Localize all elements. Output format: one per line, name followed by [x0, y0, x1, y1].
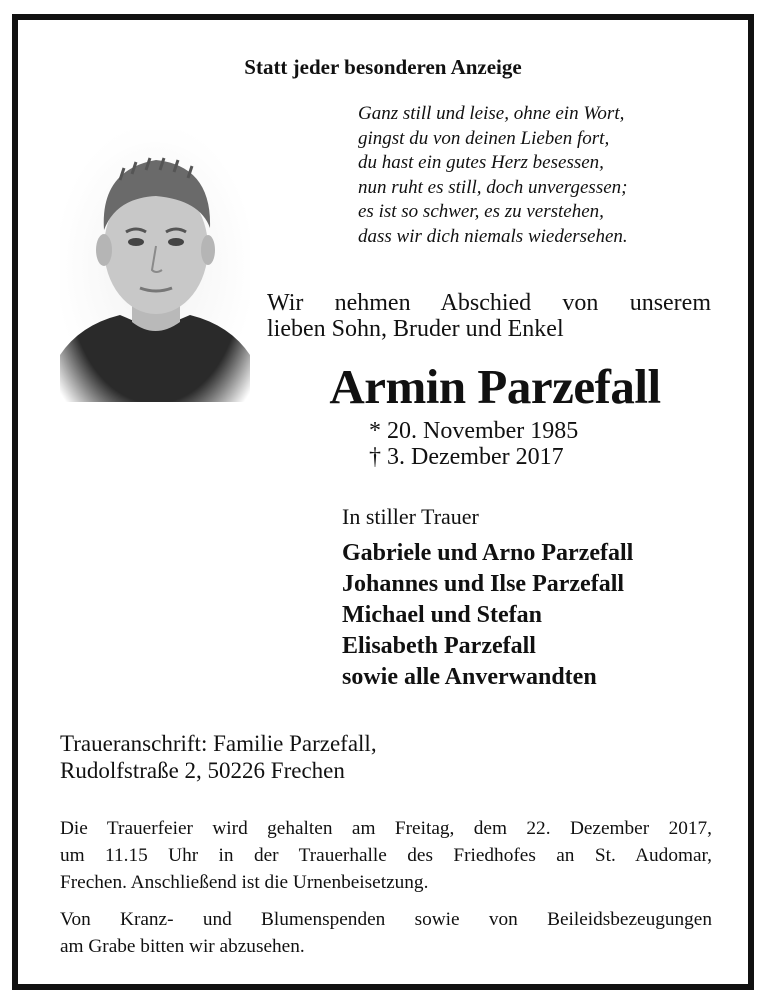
poem-line: du hast ein gutes Herz besessen, — [358, 152, 604, 173]
poem-line: Ganz still und leise, ohne ein Wort, — [358, 103, 625, 124]
address-line: Rudolfstraße 2, 50226 Frechen — [60, 758, 345, 783]
death-date: † 3. Dezember 2017 — [369, 444, 564, 470]
deceased-name: Armin Parzefall — [329, 359, 661, 414]
family-member: Gabriele und Arno Parzefall — [342, 540, 634, 566]
funeral-info — [60, 815, 712, 896]
poem-line: es ist so schwer, es zu verstehen, — [358, 201, 604, 222]
address-line: Traueranschrift: Familie Parzefall, — [60, 731, 377, 756]
life-dates — [369, 418, 578, 470]
mourning-label: In stiller Trauer — [342, 504, 479, 529]
notice-heading: Statt jeder besonderen Anzeige — [244, 55, 522, 79]
intro-line: Wir nehmen Abschied von unserem — [267, 290, 711, 316]
poem-line: dass wir dich niemals wiedersehen. — [358, 225, 628, 247]
poem-line: nun ruht es still, doch unvergessen; — [358, 176, 628, 198]
flowers-line: Von Kranz- und Blumenspenden sowie von Beileidsbezeugungen — [60, 909, 712, 930]
poem-line: gingst du von deinen Lieben fort, — [358, 127, 610, 149]
family-member: Johannes und Ilse Parzefall — [342, 571, 625, 597]
family-member: Elisabeth Parzefall — [342, 633, 536, 659]
flowers-line: am Grabe bitten wir abzusehen. — [60, 936, 305, 957]
funeral-line: um 11.15 Uhr in der Trauerhalle des Friedhofes an St. Audomar, — [60, 845, 712, 866]
funeral-line: Frechen. Anschließend ist die Urnenbeisetzung. — [60, 872, 429, 893]
intro-line: lieben Sohn, Bruder und Enkel — [267, 316, 564, 342]
funeral-line: Die Trauerfeier wird gehalten am Freitag, dem 22. Dezember 2017, — [60, 818, 712, 839]
family-member: sowie alle Anverwandten — [342, 664, 597, 690]
intro-text — [267, 290, 711, 342]
flowers-note — [60, 906, 712, 960]
poem — [358, 102, 628, 249]
family-list — [342, 538, 633, 693]
birth-date: * 20. November 1985 — [369, 418, 579, 444]
portrait-photo — [60, 130, 250, 402]
mourning-address — [60, 730, 377, 784]
family-member: Michael und Stefan — [342, 602, 543, 628]
